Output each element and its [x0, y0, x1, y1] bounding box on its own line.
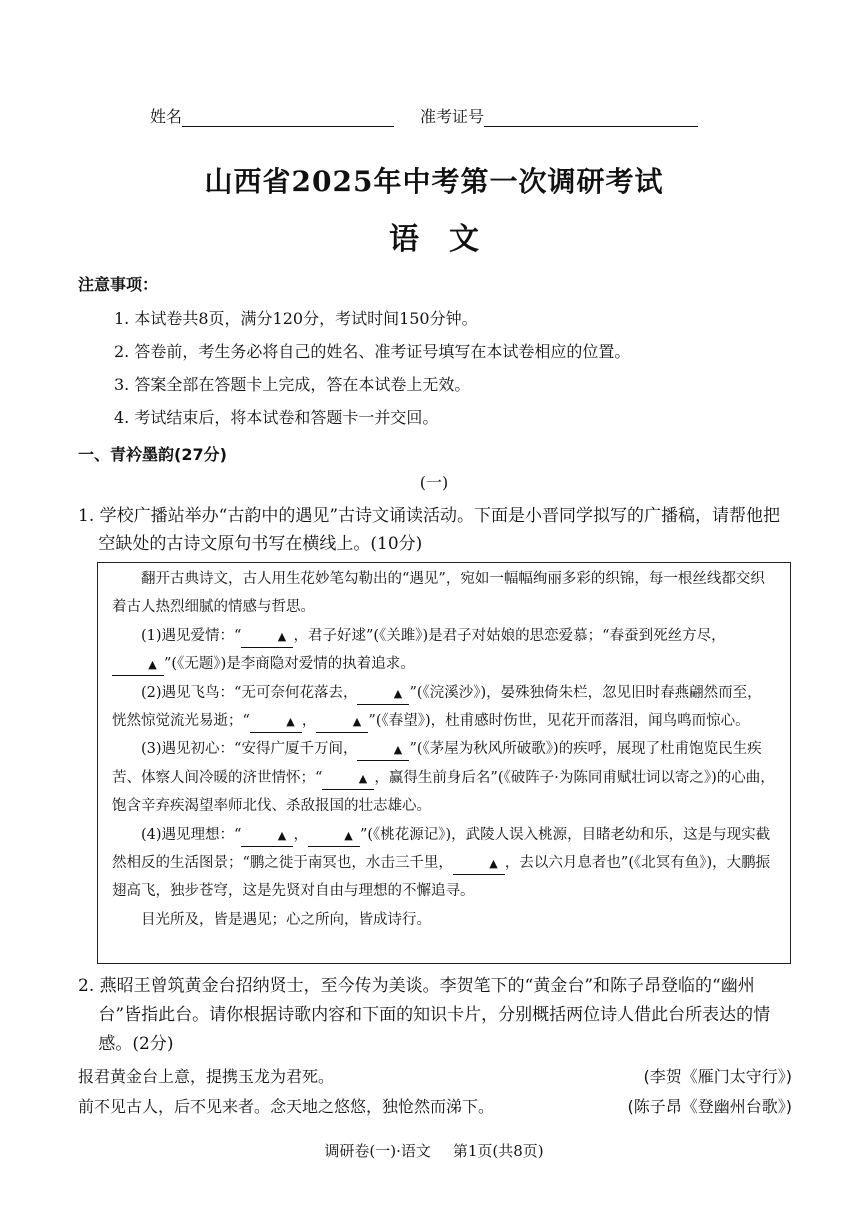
- answer-blank[interactable]: [241, 626, 293, 648]
- name-blank[interactable]: [182, 109, 394, 127]
- draft-closing: 目光所及，皆是遇见；心之所向，皆成诗行。: [141, 911, 431, 928]
- triangle-icon: ▲: [352, 715, 362, 729]
- triangle-icon: ▲: [358, 771, 368, 785]
- poem-line-li-he: [78, 1064, 792, 1087]
- section-heading: 一、青衿墨韵(27分): [78, 445, 227, 464]
- triangle-icon: ▲: [489, 857, 498, 871]
- triangle-icon: ▲: [286, 715, 295, 729]
- answer-blank[interactable]: [112, 654, 164, 676]
- draft-intro: 翻开古典诗文，古人用生花妙笔勾勒出的“遇见”，宛如一幅幅绚丽多彩的织锦，每一根丝线都交织着古人热烈细腻的情感与哲思。: [112, 571, 765, 616]
- answer-blank[interactable]: [250, 711, 302, 733]
- triangle-icon: ▲: [393, 686, 403, 700]
- answer-blank[interactable]: [322, 768, 374, 790]
- poem-text: 报君黄金台上意，提携玉龙为君死。: [78, 1067, 335, 1086]
- name-label: 姓名: [150, 107, 183, 126]
- broadcast-draft-box: [97, 562, 791, 964]
- answer-blank[interactable]: [357, 683, 409, 705]
- poem-line-chen-ziang: [78, 1094, 792, 1117]
- notice-item: 2. 答卷前，考生务必将自己的姓名、准考证号填写在本试卷相应的位置。: [114, 342, 631, 361]
- notice-item: 3. 答案全部在答题卡上完成，答在本试卷上无效。: [114, 375, 471, 394]
- answer-blank[interactable]: [453, 853, 505, 875]
- triangle-icon: ▲: [148, 658, 157, 672]
- poem-text: 前不见古人，后不见来者。念天地之悠悠，独怆然而涕下。: [78, 1097, 495, 1116]
- footer-paper-label: 调研卷(一)·语文: [324, 1142, 431, 1160]
- notice-item: 1. 本试卷共8页，满分120分，考试时间150分钟。: [114, 309, 478, 328]
- question-1-stem: 1. 学校广播站举办“古韵中的遇见”古诗文诵读活动。下面是小晋同学拟写的广播稿，请帮他把空缺处的古诗文原句书写在横线上。(10分): [78, 506, 781, 554]
- part-heading: (一): [419, 473, 449, 492]
- id-blank[interactable]: [484, 109, 698, 127]
- answer-blank[interactable]: [357, 739, 409, 761]
- answer-blank[interactable]: [241, 825, 293, 847]
- id-label: 准考证号: [420, 107, 485, 126]
- footer-page-number: 第1页(共8页): [452, 1142, 544, 1160]
- exam-title: 山西省2025年中考第一次调研考试: [204, 165, 664, 198]
- notice-heading: 注意事项：: [78, 275, 159, 294]
- triangle-icon: ▲: [393, 743, 403, 757]
- draft-item-3: (3)遇见初心：“安得广厦千万间， ▲ ”(《茅屋为秋风所破歌》)的疾呼，展现了杜甫饱览民生疾苦、体察人间冷暖的济世情怀；“ ▲ ，赢得生前身后名”(《破阵子·为陈同甫赋壮词以寄之》)的心曲，饱含辛弃疾渴望率师北伐、杀敌报国的壮志雄心。: [112, 741, 775, 815]
- draft-item-2: (2)遇见飞鸟：“无可奈何花落去， ▲ ”(《浣溪沙》)，晏殊独倚朱栏，忽见旧时春燕翩然而至，恍然惊觉流光易逝；“ ▲ ， ▲ ”(《春望》)，杜甫感时伤世，见花开而落泪，闻鸟鸣而惊心。: [112, 679, 776, 736]
- triangle-icon: ▲: [277, 629, 287, 643]
- question-2-stem: 2. 燕昭王曾筑黄金台招纳贤士，至今传为美谈。李贺笔下的“黄金台”和陈子昂登临的“幽州台”皆指此台。请你根据诗歌内容和下面的知识卡片，分别概括两位诗人借此台所表达的情感。(2分): [78, 976, 771, 1054]
- answer-blank[interactable]: [308, 825, 360, 847]
- notice-list: [114, 302, 814, 434]
- draft-item-1: (1)遇见爱情：“ ▲ ，君子好逑”(《关雎》)是君子对姑娘的思恋爱慕；“春蚕到死丝方尽，▲ ”(《无题》)是李商隐对爱情的执着追求。: [112, 622, 776, 679]
- notice-item: 4. 考试结束后，将本试卷和答题卡一并交回。: [114, 408, 439, 427]
- page-footer: [0, 1140, 868, 1161]
- triangle-icon: ▲: [344, 828, 353, 842]
- triangle-icon: ▲: [277, 828, 287, 842]
- subject-title: 语文: [389, 222, 509, 257]
- poem-source: (陈子昂《登幽州台歌》): [627, 1097, 792, 1116]
- candidate-info-line: [150, 104, 698, 127]
- poem-source: (李贺《雁门太守行》): [643, 1067, 792, 1086]
- answer-blank[interactable]: [316, 711, 368, 733]
- draft-item-4: (4)遇见理想：“ ▲ ， ▲ ”(《桃花源记》)，武陵人误入桃源，目睹老幼和乐，这是与现实截然相反的生活图景；“鹏之徙于南冥也，水击三千里， ▲ ，去以六月息者也”(《北冥有鱼》)，大鹏振翅高飞，独步苍穹，这是先贤对自由与理想的不懈追寻。: [112, 826, 771, 900]
